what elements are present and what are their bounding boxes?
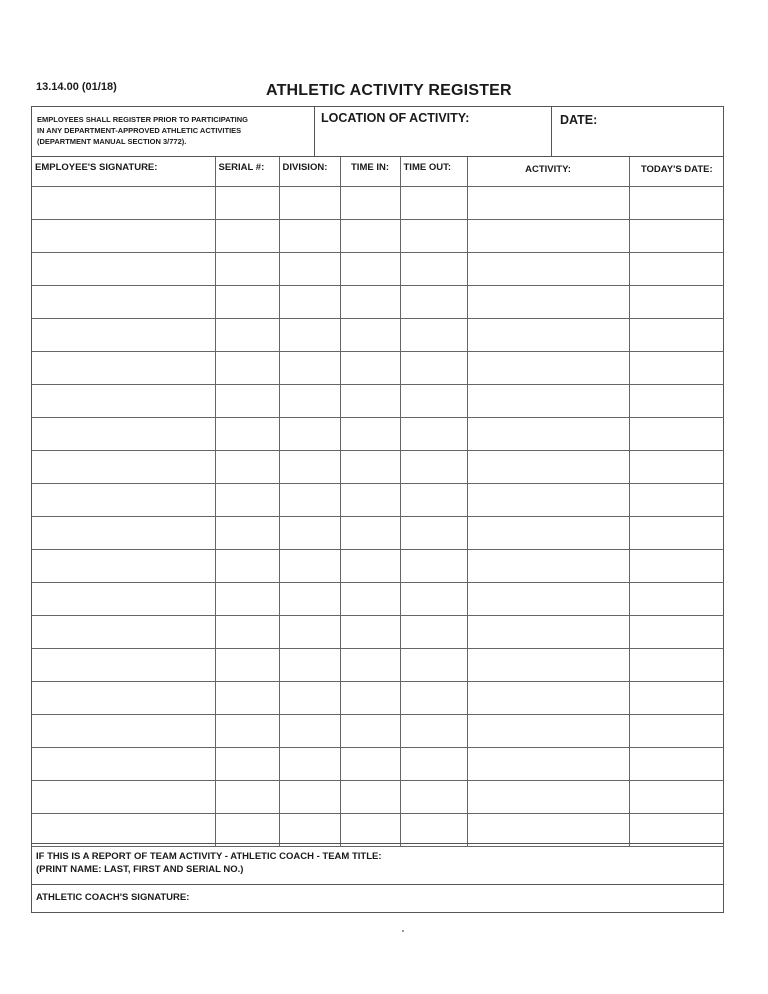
todays-date-cell[interactable] [629,813,724,846]
todays-date-cell[interactable] [629,714,724,747]
activity-cell[interactable] [467,747,629,780]
table-row [32,219,724,252]
table-row [32,285,724,318]
employee-signature-cell[interactable] [32,318,215,351]
serial-cell[interactable] [215,417,279,450]
time-out-cell[interactable] [400,516,467,549]
table-row [32,615,724,648]
division-cell[interactable] [279,714,340,747]
time-in-cell[interactable] [340,681,400,714]
serial-cell[interactable] [215,615,279,648]
todays-date-cell[interactable] [629,417,724,450]
time-out-cell[interactable] [400,615,467,648]
time-in-cell[interactable] [340,219,400,252]
todays-date-cell[interactable] [629,318,724,351]
time-in-cell[interactable] [340,186,400,219]
todays-date-cell[interactable] [629,582,724,615]
serial-cell[interactable] [215,747,279,780]
employee-signature-cell[interactable] [32,681,215,714]
time-out-cell[interactable] [400,318,467,351]
division-cell[interactable] [279,483,340,516]
register-rows [32,186,724,846]
time-in-cell[interactable] [340,384,400,417]
employee-signature-cell[interactable] [32,285,215,318]
activity-cell[interactable] [467,615,629,648]
column-header-row [32,157,724,186]
table-row [32,747,724,780]
division-cell[interactable] [279,186,340,219]
date-field[interactable]: DATE: [560,113,598,127]
employee-signature-cell[interactable] [32,714,215,747]
todays-date-cell[interactable] [629,747,724,780]
time-out-cell[interactable] [400,351,467,384]
division-cell[interactable] [279,549,340,582]
table-row [32,351,724,384]
scan-speck [402,930,404,932]
register-table [32,157,724,847]
employee-signature-cell[interactable] [32,780,215,813]
division-cell[interactable] [279,648,340,681]
time-in-cell[interactable] [340,417,400,450]
todays-date-cell[interactable] [629,516,724,549]
activity-cell[interactable] [467,285,629,318]
employee-signature-cell[interactable] [32,351,215,384]
employee-signature-cell[interactable] [32,813,215,846]
time-out-cell[interactable] [400,549,467,582]
table-row [32,648,724,681]
location-of-activity-field[interactable]: LOCATION OF ACTIVITY: [315,107,552,156]
division-cell[interactable] [279,351,340,384]
table-row [32,483,724,516]
employee-signature-cell[interactable] [32,648,215,681]
serial-cell[interactable] [215,483,279,516]
table-row [32,252,724,285]
time-out-cell[interactable] [400,714,467,747]
table-row [32,714,724,747]
column-header-employee-signature: EMPLOYEE'S SIGNATURE: [32,157,215,186]
column-header-time-in: TIME IN: [340,157,400,186]
table-row [32,516,724,549]
time-out-cell[interactable] [400,780,467,813]
activity-cell[interactable] [467,351,629,384]
time-in-cell[interactable] [340,549,400,582]
activity-cell[interactable] [467,483,629,516]
todays-date-cell[interactable] [629,219,724,252]
division-cell[interactable] [279,384,340,417]
division-cell[interactable] [279,516,340,549]
time-in-cell[interactable] [340,450,400,483]
table-row [32,450,724,483]
time-in-cell[interactable] [340,285,400,318]
serial-cell[interactable] [215,648,279,681]
coach-signature-field[interactable]: ATHLETIC COACH'S SIGNATURE: [36,892,190,903]
todays-date-cell[interactable] [629,186,724,219]
time-out-cell[interactable] [400,648,467,681]
employee-signature-cell[interactable] [32,219,215,252]
serial-cell[interactable] [215,186,279,219]
division-cell[interactable] [279,417,340,450]
column-header-activity: ACTIVITY: [467,157,629,186]
time-in-cell[interactable] [340,351,400,384]
todays-date-cell[interactable] [629,285,724,318]
serial-cell[interactable] [215,219,279,252]
table-row [32,384,724,417]
registration-instructions: EMPLOYEES SHALL REGISTER PRIOR TO PARTICIPATING IN ANY DEPARTMENT-APPROVED ATHLETIC ACTIVITIES (DEPARTMENT MANUAL SECTION 3/772). [32,107,315,156]
time-out-cell[interactable] [400,252,467,285]
employee-signature-cell[interactable] [32,516,215,549]
column-header-time-out: TIME OUT: [400,157,467,186]
activity-cell[interactable] [467,219,629,252]
time-in-cell[interactable] [340,483,400,516]
employee-signature-cell[interactable] [32,252,215,285]
form-code: 13.14.00 (01/18) [36,81,117,93]
serial-cell[interactable] [215,714,279,747]
division-cell[interactable] [279,780,340,813]
employee-signature-cell[interactable] [32,186,215,219]
activity-cell[interactable] [467,549,629,582]
time-out-cell[interactable] [400,681,467,714]
team-activity-print-instructions: (PRINT NAME: LAST, FIRST AND SERIAL NO.) [36,864,244,875]
employee-signature-cell[interactable] [32,549,215,582]
time-in-cell[interactable] [340,252,400,285]
todays-date-cell[interactable] [629,450,724,483]
serial-cell[interactable] [215,384,279,417]
serial-cell[interactable] [215,813,279,846]
activity-cell[interactable] [467,780,629,813]
division-cell[interactable] [279,285,340,318]
serial-cell[interactable] [215,549,279,582]
serial-cell[interactable] [215,582,279,615]
time-in-cell[interactable] [340,648,400,681]
activity-cell[interactable] [467,516,629,549]
serial-cell[interactable] [215,285,279,318]
time-out-cell[interactable] [400,417,467,450]
employee-signature-cell[interactable] [32,483,215,516]
table-row [32,813,724,846]
employee-signature-cell[interactable] [32,450,215,483]
activity-cell[interactable] [467,450,629,483]
activity-cell[interactable] [467,318,629,351]
table-row [32,681,724,714]
activity-cell[interactable] [467,252,629,285]
activity-cell[interactable] [467,813,629,846]
employee-signature-cell[interactable] [32,747,215,780]
time-in-cell[interactable] [340,318,400,351]
table-row [32,318,724,351]
register-form [31,106,724,913]
serial-cell[interactable] [215,351,279,384]
team-activity-field[interactable] [32,843,723,885]
activity-cell[interactable] [467,417,629,450]
table-row [32,582,724,615]
form-title: ATHLETIC ACTIVITY REGISTER [266,82,512,99]
time-out-cell[interactable] [400,384,467,417]
team-activity-label: IF THIS IS A REPORT OF TEAM ACTIVITY - ATHLETIC COACH - TEAM TITLE: [36,851,382,862]
todays-date-cell[interactable] [629,351,724,384]
table-row [32,549,724,582]
todays-date-cell[interactable] [629,549,724,582]
division-cell[interactable] [279,450,340,483]
time-in-cell[interactable] [340,780,400,813]
column-header-serial: SERIAL #: [215,157,279,186]
form-header-row [32,107,723,157]
todays-date-cell[interactable] [629,780,724,813]
todays-date-cell[interactable] [629,483,724,516]
division-cell[interactable] [279,813,340,846]
column-header-todays-date: TODAY'S DATE: [629,157,724,186]
time-in-cell[interactable] [340,615,400,648]
column-header-division: DIVISION: [279,157,340,186]
activity-cell[interactable] [467,186,629,219]
serial-cell[interactable] [215,318,279,351]
time-out-cell[interactable] [400,285,467,318]
todays-date-cell[interactable] [629,615,724,648]
todays-date-cell[interactable] [629,384,724,417]
time-out-cell[interactable] [400,450,467,483]
serial-cell[interactable] [215,681,279,714]
serial-cell[interactable] [215,780,279,813]
time-in-cell[interactable] [340,582,400,615]
employee-signature-cell[interactable] [32,615,215,648]
todays-date-cell[interactable] [629,252,724,285]
division-cell[interactable] [279,318,340,351]
division-cell[interactable] [279,252,340,285]
activity-cell[interactable] [467,384,629,417]
time-in-cell[interactable] [340,516,400,549]
todays-date-cell[interactable] [629,648,724,681]
table-row [32,780,724,813]
time-in-cell[interactable] [340,813,400,846]
time-out-cell[interactable] [400,813,467,846]
activity-cell[interactable] [467,648,629,681]
division-cell[interactable] [279,582,340,615]
division-cell[interactable] [279,747,340,780]
serial-cell[interactable] [215,516,279,549]
activity-cell[interactable] [467,681,629,714]
time-in-cell[interactable] [340,747,400,780]
time-out-cell[interactable] [400,747,467,780]
table-row [32,186,724,219]
division-cell[interactable] [279,681,340,714]
division-cell[interactable] [279,219,340,252]
employee-signature-cell[interactable] [32,582,215,615]
serial-cell[interactable] [215,450,279,483]
employee-signature-cell[interactable] [32,384,215,417]
activity-cell[interactable] [467,714,629,747]
time-out-cell[interactable] [400,483,467,516]
serial-cell[interactable] [215,252,279,285]
todays-date-cell[interactable] [629,681,724,714]
table-row [32,417,724,450]
division-cell[interactable] [279,615,340,648]
time-in-cell[interactable] [340,714,400,747]
time-out-cell[interactable] [400,219,467,252]
time-out-cell[interactable] [400,186,467,219]
activity-cell[interactable] [467,582,629,615]
employee-signature-cell[interactable] [32,417,215,450]
time-out-cell[interactable] [400,582,467,615]
